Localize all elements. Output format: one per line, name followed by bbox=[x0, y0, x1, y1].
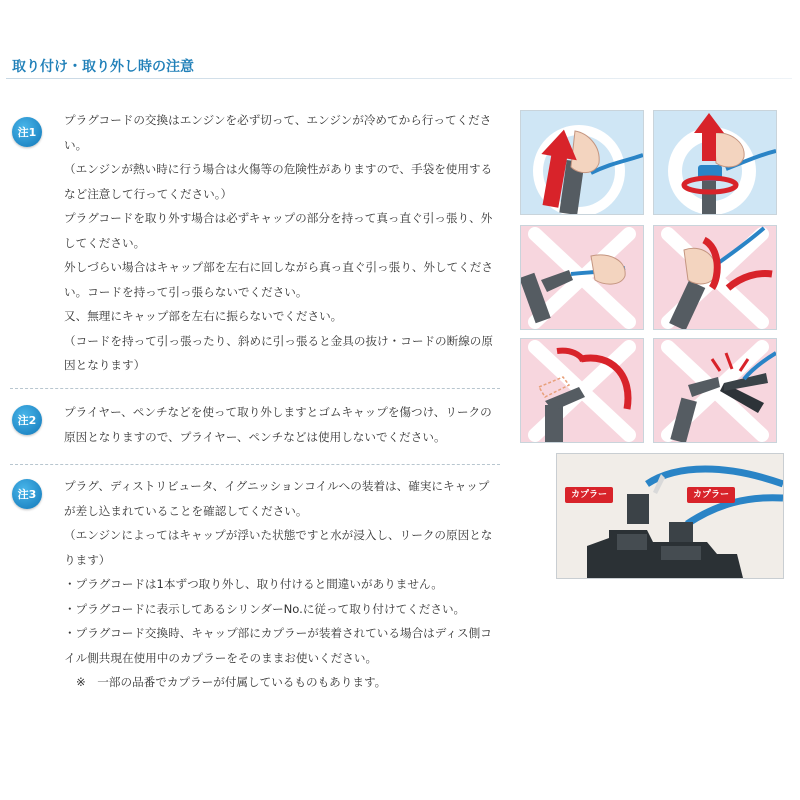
note-1-line: （エンジンが熱い時に行う場合は火傷等の危険性がありますので、手袋を使用するなど注意して行ってください。） bbox=[64, 162, 493, 201]
note-3-line: ・プラグコードに表示してあるシリンダーNo.に従って取り付けてください。 bbox=[64, 601, 466, 616]
note-badge-3: 注3 bbox=[12, 479, 42, 509]
note-badge-2: 注2 bbox=[12, 405, 42, 435]
note-2-text bbox=[64, 400, 498, 449]
note-3-line: ・プラグコード交換時、キャップ部にカプラーが装着されている場合はディス側コイル側共現在使用中のカプラーをそのままお使いください。 bbox=[64, 626, 492, 665]
note-1-line: （コードを持って引っ張ったり、斜めに引っ張ると金具の抜け・コードの断線の原因となります） bbox=[64, 333, 493, 372]
note-1-line: プラグコードの交換はエンジンを必ず切って、エンジンが冷めてから行ってください。 bbox=[64, 113, 492, 152]
note-1-line: 外しづらい場合はキャップ部を左右に回しながら真っ直ぐ引っ張り、外してください。コードを持って引っ張らないでください。 bbox=[64, 260, 493, 299]
illustration-ng-swing-sideways bbox=[520, 338, 644, 443]
note-1-text bbox=[64, 108, 498, 378]
note-badge-1: 注1 bbox=[12, 117, 42, 147]
note-1-line: 又、無理にキャップ部を左右に振らないでください。 bbox=[64, 309, 343, 323]
note-3-line: ・プラグコードは1本ずつ取り外し、取り付けると間違いがありません。 bbox=[64, 577, 443, 591]
title-rule bbox=[6, 78, 792, 79]
note-3-line: ※ 一部の品番でカプラーが付属しているものもあります。 bbox=[76, 675, 387, 689]
note-1-line: プラグコードを取り外す場合は必ずキャップの部分を持って真っ直ぐ引っ張り、外してください。 bbox=[64, 211, 493, 250]
divider bbox=[10, 388, 500, 389]
coupler-tag-right: カプラー bbox=[687, 487, 735, 503]
illustration-ok-pull-straight bbox=[520, 110, 644, 215]
illustration-ng-pull-cord bbox=[520, 225, 644, 330]
illustration-ng-pliers bbox=[653, 338, 777, 443]
note-3-text bbox=[64, 474, 498, 695]
divider bbox=[10, 464, 500, 465]
note-2-line: プライヤー、ペンチなどを使って取り外しますとゴムキャップを傷つけ、リークの原因となりますので、プライヤー、ペンチなどは使用しないでください。 bbox=[64, 405, 492, 444]
coupler-photo bbox=[556, 453, 784, 579]
page-title: 取り付け・取り外し時の注意 bbox=[12, 59, 194, 75]
note-3-line: プラグ、ディストリビュータ、イグニッションコイルへの装着は、確実にキャップが差し込まれていることを確認してください。 bbox=[64, 479, 490, 518]
illustration-ok-twist-pull bbox=[653, 110, 777, 215]
illustration-ng-swing-cap bbox=[653, 225, 777, 330]
note-3-line: （エンジンによってはキャップが浮いた状態ですと水が浸入し、リークの原因となります） bbox=[64, 528, 493, 567]
coupler-tag-left: カプラー bbox=[565, 487, 613, 503]
